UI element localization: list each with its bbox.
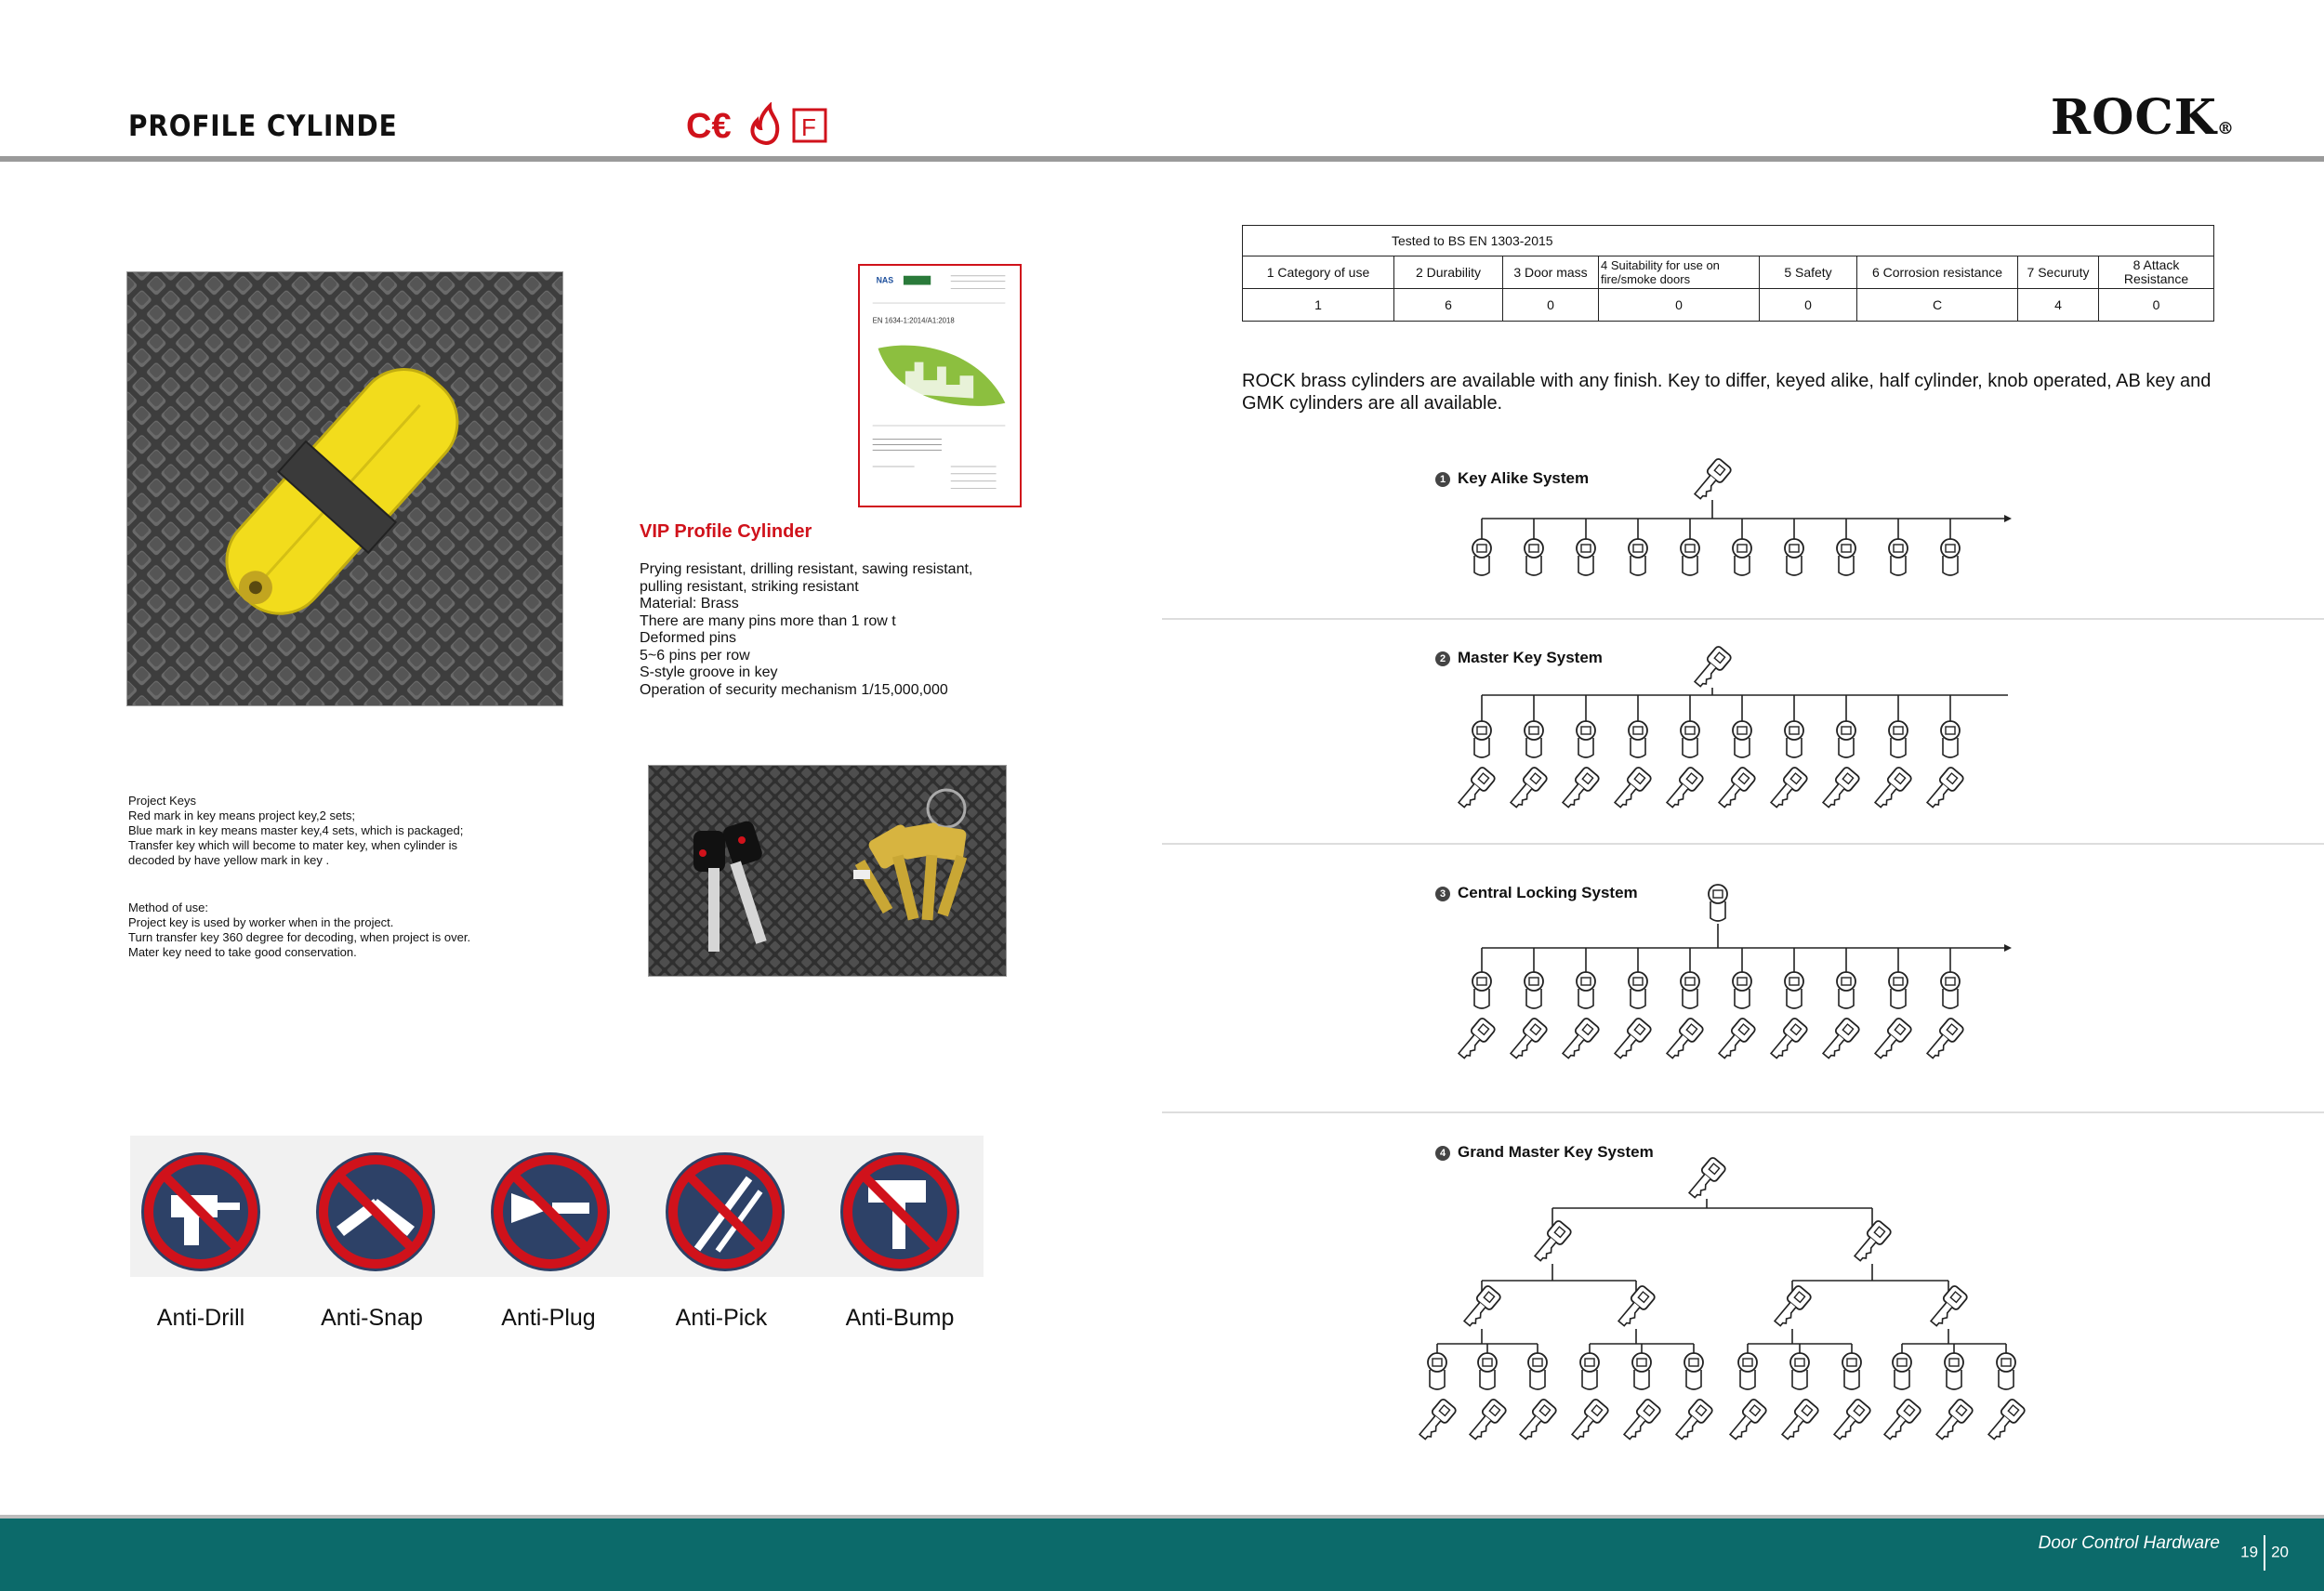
table-header: 1 Category of use [1243, 256, 1394, 289]
cylinder-icon [1684, 1353, 1703, 1389]
key-icon [1850, 1219, 1892, 1264]
cylinder-icon [1629, 539, 1647, 575]
key-icon [1870, 766, 1912, 810]
cylinder-icon [1785, 972, 1803, 1008]
table-header: 3 Door mass [1503, 256, 1599, 289]
key-icon [1922, 766, 1964, 810]
key-icon [1766, 1017, 1808, 1061]
key-icon [1690, 645, 1732, 690]
table-cell: 1 [1243, 289, 1394, 322]
cylinder-icon [1528, 1353, 1547, 1389]
pick-icon [660, 1147, 790, 1277]
cylinder-icon [1837, 539, 1855, 575]
cylinder-icon [1709, 885, 1727, 921]
bs-en-spec-table [1242, 225, 2214, 322]
certificate-document [858, 264, 1022, 507]
cylinder-icon [1889, 539, 1908, 575]
anti-snap-label: Anti-Snap [321, 1305, 423, 1331]
footer-title: Door Control Hardware [2038, 1533, 2220, 1553]
table-header: 6 Corrosion resistance [1857, 256, 2018, 289]
cylinder-icon [1941, 539, 1960, 575]
project-keys-text [128, 794, 463, 868]
cylinder-icon [1790, 1353, 1809, 1389]
cylinder-icon [1580, 1353, 1599, 1389]
feature-line: Prying resistant, drilling resistant, sawing resistant, [640, 561, 973, 577]
anti-plug-label: Anti-Plug [501, 1305, 596, 1331]
key-icon [1614, 1284, 1656, 1329]
cylinder-icon [1893, 1353, 1911, 1389]
key-icon [1662, 766, 1704, 810]
key-icon [1465, 1398, 1507, 1442]
cylinder-icon [1837, 721, 1855, 757]
key-icon [1932, 1398, 1974, 1442]
header-divider [0, 156, 2324, 162]
svg-text:F: F [801, 113, 816, 141]
vip-profile-title: VIP Profile Cylinder [640, 521, 812, 542]
cylinder-icon [1629, 721, 1647, 757]
feature-line: Deformed pins [640, 630, 737, 646]
key-icon [1725, 1398, 1767, 1442]
cylinder-icon [1681, 972, 1699, 1008]
feature-line: 5~6 pins per row [640, 647, 750, 664]
key-icon [1619, 1398, 1661, 1442]
page-title: PROFILE CYLINDE [128, 110, 398, 143]
table-cell: 4 [2018, 289, 2099, 322]
arrow-head [2004, 944, 2012, 952]
central-locking-title: 3 Central Locking System [1435, 884, 1638, 902]
key-icon [1880, 1398, 1921, 1442]
key-icon [1610, 766, 1652, 810]
feature-line: Material: Brass [640, 596, 739, 611]
page-numbers: 19 20 [2240, 1535, 2289, 1571]
key-icon [1530, 1219, 1572, 1264]
cylinder-icon [1681, 539, 1699, 575]
cylinder-icon [1577, 539, 1595, 575]
key-icon [1506, 766, 1548, 810]
key-icon [1558, 1017, 1600, 1061]
table-header: 8 Attack Resistance [2099, 256, 2214, 289]
text-line: Blue mark in key means master key,4 sets, which is packaged; [128, 823, 464, 837]
key-icon [1558, 766, 1600, 810]
cylinder-icon [1478, 1353, 1497, 1389]
table-caption: Tested to BS EN 1303-2015 [1243, 226, 2214, 256]
key-icon [1454, 1017, 1496, 1061]
key-icon [1690, 457, 1732, 502]
cylinder-icon [1525, 539, 1543, 575]
key-icon [1870, 1017, 1912, 1061]
cylinder-icon [1525, 721, 1543, 757]
table-cell: 0 [1503, 289, 1599, 322]
key-alike-title: 1 Key Alike System [1435, 469, 1589, 488]
cylinder-icon [1733, 972, 1751, 1008]
key-icon [1662, 1017, 1704, 1061]
key-icon [1515, 1398, 1557, 1442]
cylinder-icon [1577, 721, 1595, 757]
feature-line: pulling resistant, striking resistant [640, 578, 859, 595]
table-cell: 0 [1760, 289, 1857, 322]
cylinder-icon [1997, 1353, 2015, 1389]
anti-drill-label: Anti-Drill [156, 1305, 245, 1331]
text-line: Method of use: [128, 901, 208, 914]
key-icon [1415, 1398, 1457, 1442]
table-cell: 0 [1599, 289, 1760, 322]
cylinder-icon [1785, 721, 1803, 757]
key-icon [1506, 1017, 1548, 1061]
cylinder-icon [1577, 972, 1595, 1008]
table-header: 4 Suitability for use on fire/smoke doors [1599, 256, 1760, 289]
table-header: 5 Safety [1760, 256, 1857, 289]
key-icon [1567, 1398, 1609, 1442]
cylinder-icon [1785, 539, 1803, 575]
fire-icon [752, 106, 777, 143]
grand-master-title: 4 Grand Master Key System [1435, 1143, 1654, 1162]
text-line: Turn transfer key 360 degree for decoding, when project is over. [128, 930, 471, 944]
table-cell: 6 [1394, 289, 1503, 322]
feature-line: There are many pins more than 1 row t [640, 612, 896, 629]
svg-text:NAS: NAS [876, 275, 894, 285]
key-icon [1829, 1398, 1871, 1442]
key-icon [1770, 1284, 1812, 1329]
cylinder-icon [1525, 972, 1543, 1008]
key-icon [1610, 1017, 1652, 1061]
ce-mark-icon: C€ [686, 107, 732, 146]
table-cell: 0 [2099, 289, 2214, 322]
arrow-head [2004, 515, 2012, 522]
text-line: Project Keys [128, 794, 196, 808]
key-icon [1818, 766, 1860, 810]
brand-logo: ROCK® [2050, 89, 2235, 146]
text-line: Transfer key which will become to mater key, when cylinder is [128, 838, 458, 852]
cylinder-icon [1837, 972, 1855, 1008]
cylinder-icon [1889, 721, 1908, 757]
text-line: decoded by have yellow mark in key . [128, 853, 330, 867]
key-icon [1714, 766, 1756, 810]
feature-line: Operation of security mechanism 1/15,000,000 [640, 681, 948, 698]
table-cell: C [1857, 289, 2018, 322]
vip-feature-list [640, 561, 972, 699]
anti-pick-label: Anti-Pick [675, 1305, 768, 1331]
method-of-use-text [128, 901, 470, 960]
cylinder-icon [1889, 972, 1908, 1008]
cylinder-icon [1428, 1353, 1446, 1389]
cylinder-icon [1632, 1353, 1651, 1389]
key-system-diagrams [1394, 446, 2045, 1459]
key-icon [1766, 766, 1808, 810]
feature-line: S-style groove in key [640, 664, 778, 680]
svg-text:EN 1634-1:2014/A1:2018: EN 1634-1:2014/A1:2018 [872, 316, 955, 325]
anti-bump-label: Anti-Bump [845, 1305, 955, 1331]
key-icon [1684, 1156, 1726, 1201]
cylinder-icon [1472, 539, 1491, 575]
drill-icon [136, 1147, 266, 1277]
footer-bar [0, 1515, 2324, 1591]
plug-icon [485, 1147, 615, 1277]
product-photo [126, 271, 563, 706]
cylinder-icon [1738, 1353, 1757, 1389]
hammer-icon [835, 1147, 965, 1277]
text-line: Red mark in key means project key,2 sets; [128, 809, 355, 822]
key-icon [1714, 1017, 1756, 1061]
master-key-title: 2 Master Key System [1435, 649, 1603, 667]
table-header: 7 Securuty [2018, 256, 2099, 289]
key-icon [1671, 1398, 1713, 1442]
cylinder-icon [1945, 1353, 1963, 1389]
cylinder-icon [1733, 721, 1751, 757]
cylinder-icon [1472, 721, 1491, 757]
key-icon [1777, 1398, 1819, 1442]
table-header: 2 Durability [1394, 256, 1503, 289]
text-line: Project key is used by worker when in the project. [128, 915, 394, 929]
text-line: Mater key need to take good conservation. [128, 945, 357, 959]
cylinder-icon [1472, 972, 1491, 1008]
key-icon [1454, 766, 1496, 810]
snap-icon [310, 1147, 441, 1277]
cylinder-icon [1941, 972, 1960, 1008]
key-icon [1984, 1398, 2026, 1442]
cylinder-icon [1629, 972, 1647, 1008]
key-icon [1459, 1284, 1501, 1329]
keys-photo [648, 765, 1007, 977]
cylinder-icon [1733, 539, 1751, 575]
cylinder-icon [1681, 721, 1699, 757]
key-icon [1818, 1017, 1860, 1061]
intro-paragraph: ROCK brass cylinders are available with any finish. Key to differ, keyed alike, half cylinder, knob operated, AB key and GMK cylinders are all available. [1242, 371, 2212, 414]
key-icon [1922, 1017, 1964, 1061]
cylinder-icon [1842, 1353, 1861, 1389]
cylinder-icon [1941, 721, 1960, 757]
certification-marks [686, 102, 835, 147]
key-icon [1926, 1284, 1968, 1329]
